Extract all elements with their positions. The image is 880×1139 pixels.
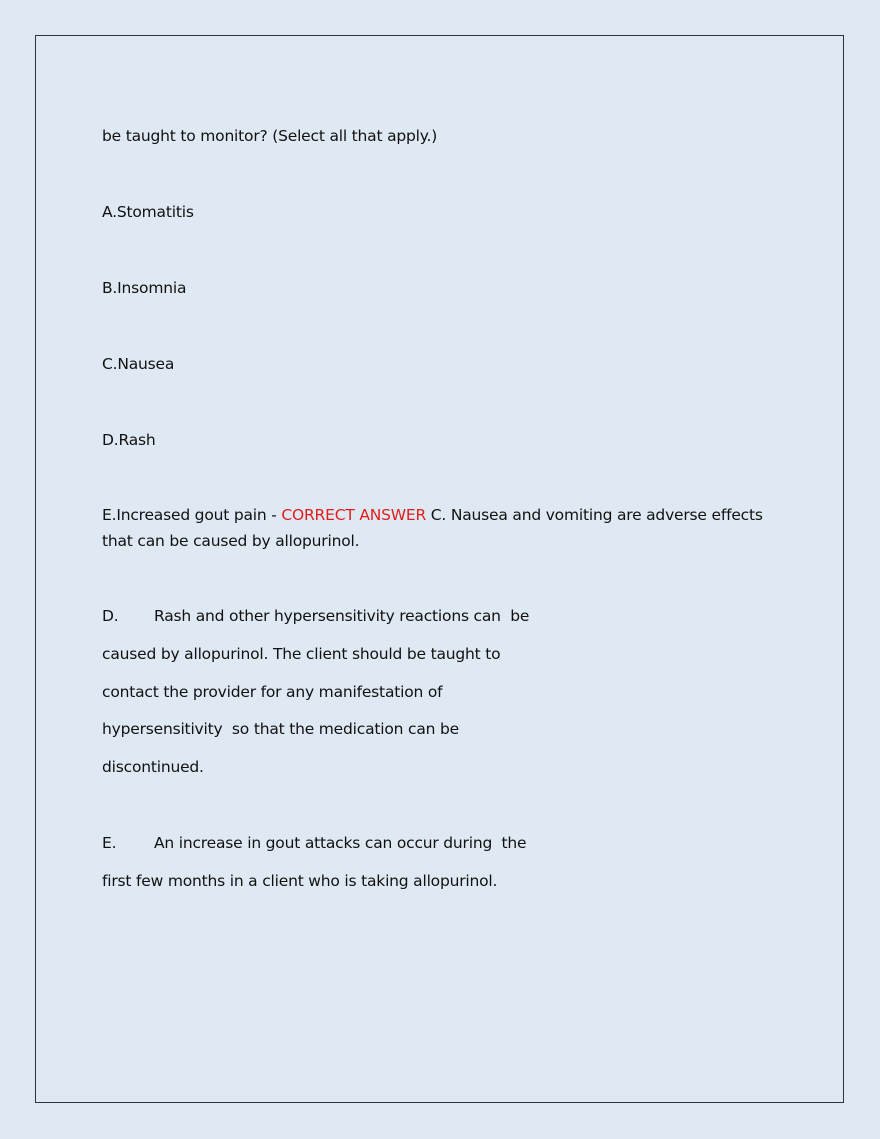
explanation-e-line-2: first few months in a client who is taking allopurinol. xyxy=(102,872,498,890)
explanation-d-letter: D. xyxy=(102,607,119,625)
question-text: be taught to monitor? (Select all that apply.) xyxy=(102,127,438,145)
explanation-d-line-2: caused by allopurinol. The client should be taught to xyxy=(102,645,501,663)
correct-answer-marker: CORRECT ANSWER xyxy=(281,506,427,524)
option-d: D.Rash xyxy=(102,431,156,449)
option-e-with-answer xyxy=(102,502,763,528)
option-c: C.Nausea xyxy=(102,355,175,373)
explanation-d-line-5: discontinued. xyxy=(102,758,204,776)
page-border xyxy=(35,35,844,1103)
explanation-d-line-4: hypersensitivity so that the medication can be xyxy=(102,720,459,738)
option-b: B.Insomnia xyxy=(102,279,187,297)
option-a: A.Stomatitis xyxy=(102,203,194,221)
answer-text-continued: that can be caused by allopurinol. xyxy=(102,532,360,550)
option-e: E.Increased gout pain - xyxy=(102,506,282,524)
explanation-d-line-3: contact the provider for any manifestation of xyxy=(102,683,443,701)
explanation-e-letter: E. xyxy=(102,834,117,852)
explanation-d-line-1: D. Rash and other hypersensitivity reactions can be xyxy=(102,603,529,629)
explanation-e-line-1: E. An increase in gout attacks can occur during the xyxy=(102,830,526,856)
answer-text: C. Nausea and vomiting are adverse effects xyxy=(426,506,763,524)
